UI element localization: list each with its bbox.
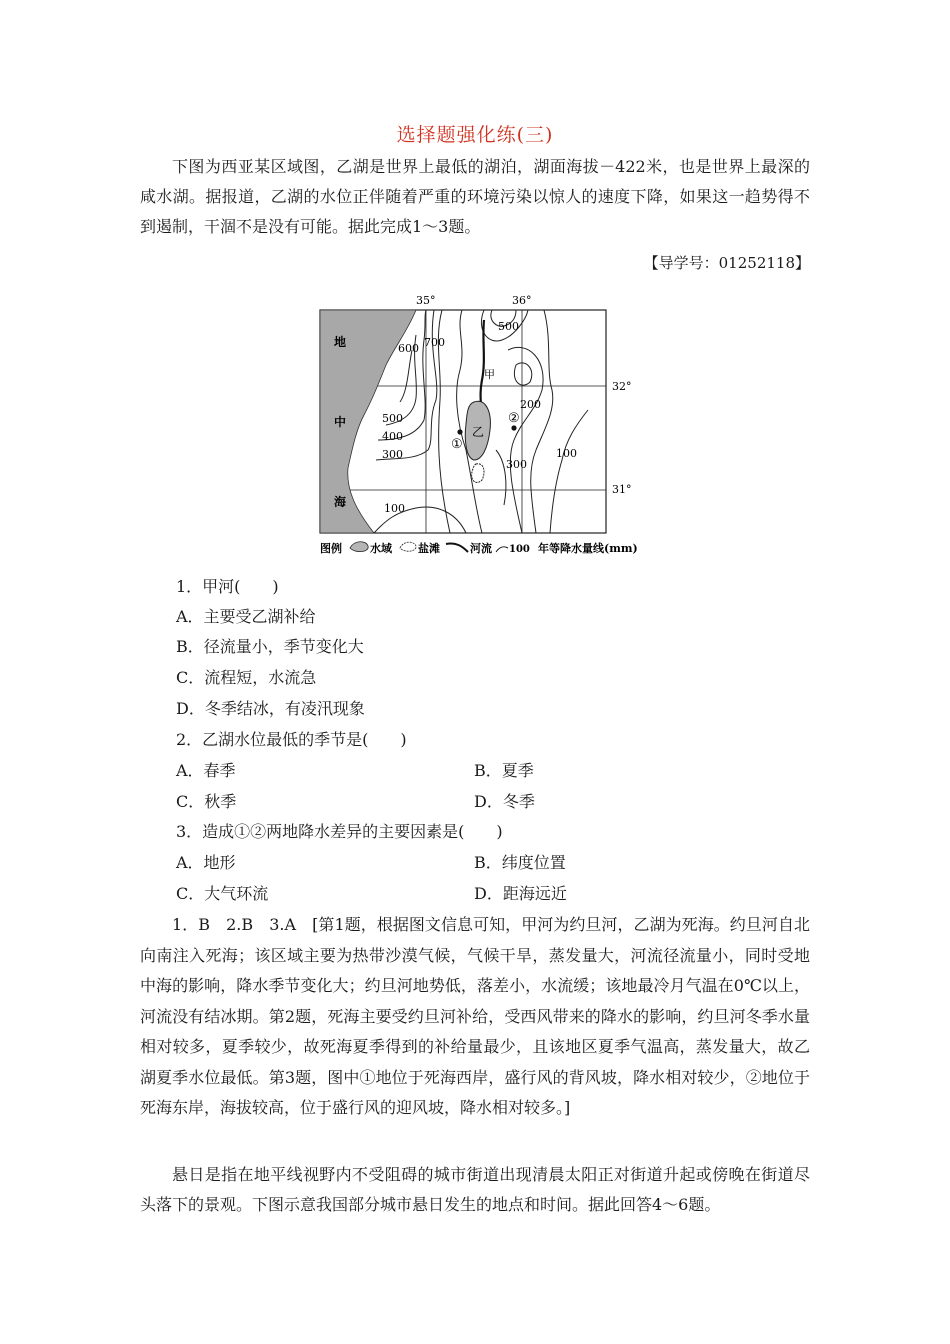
q2-option-a: A．春季 [176, 761, 236, 780]
contour-label: 500 [498, 320, 519, 333]
question-1-stem: 1．甲河( ) [176, 577, 279, 596]
contour-label: 100 [556, 447, 577, 460]
legend-river-label: 河流 [470, 542, 492, 555]
water-legend-icon [350, 542, 368, 552]
contour-label: 300 [382, 448, 403, 461]
river-legend-icon [446, 543, 468, 552]
q1-option-b: B．径流量小，季节变化大 [176, 637, 364, 656]
lat-31-label: 31° [612, 483, 632, 496]
point-1-label: ① [451, 437, 463, 452]
legend-title: 图例 [320, 542, 342, 555]
q2-option-b: B．夏季 [474, 761, 534, 780]
contour-label: 300 [506, 458, 527, 471]
sea-char-zhong: 中 [334, 415, 347, 429]
legend-salt-label: 盐滩 [418, 542, 440, 555]
lon-36-label: 36° [512, 294, 532, 307]
map-figure [316, 290, 666, 560]
legend-isohyet-label: 年等降水量线(mm) [538, 542, 638, 555]
q3-option-a: A．地形 [176, 853, 236, 872]
legend-isohyet-value: 100 [509, 544, 530, 555]
contour-label: 600 [398, 342, 419, 355]
q3-option-d: D．距海远近 [474, 884, 567, 903]
contour-label: 500 [382, 412, 403, 425]
answer-explanation: 1．B 2.B 3.A [第1题，根据图文信息可知，甲河为约旦河，乙湖为死海。约旦河自北向南注入死海；该区域主要为热带沙漠气候，气候干旱，蒸发量大，河流径流量小，同时受地中海的影响，降水季节变化大；约旦河地势低，落差小，水流缓；该地最冷月气温在0℃以上，河流没有结冰期。第2题，死海主要受约旦河补给，受西风带来的降水的影响，约旦河冬季水量相对较多，夏季较少，故死海夏季得到的补给量最少，且该地区夏季气温高，蒸发量大，故乙湖夏季水位最低。第3题，图中①地位于死海西岸，盛行风的背风坡，降水相对较少，②地位于死海东岸，海拔较高，位于盛行风的迎风坡，降水相对较多。] [140, 915, 810, 1117]
q2-option-d: D．冬季 [474, 792, 535, 811]
salt-legend-icon [400, 542, 416, 551]
point-2-label: ② [508, 411, 520, 426]
q1-option-d: D．冬季结冰，有凌汛现象 [176, 699, 365, 718]
legend-water-label: 水域 [370, 542, 392, 555]
river-jia-label: 甲 [484, 368, 495, 381]
question-2-stem: 2．乙湖水位最低的季节是( ) [176, 730, 407, 749]
lake-yi-label: 乙 [472, 425, 485, 439]
guide-number: 【导学号：01252118】 [643, 254, 810, 272]
q2-option-c: C．秋季 [176, 792, 237, 811]
q3-option-c: C．大气环流 [176, 884, 269, 903]
contour-label: 700 [424, 336, 445, 349]
lon-35-label: 35° [416, 294, 436, 307]
contour-label: 200 [520, 398, 541, 411]
contour-label: 100 [384, 502, 405, 515]
lat-32-label: 32° [612, 380, 632, 393]
contour-label: 400 [382, 430, 403, 443]
map-legend [320, 541, 638, 555]
q3-option-b: B．纬度位置 [474, 853, 566, 872]
salt-flat [472, 464, 484, 483]
q1-option-a: A．主要受乙湖补给 [176, 607, 316, 626]
isohyet-legend-icon [496, 547, 508, 552]
sea-char-hai: 海 [334, 495, 347, 509]
intro-paragraph-2: 悬日是指在地平线视野内不受阻碍的城市街道出现清晨太阳正对街道升起或傍晚在街道尽头落下的景观。下图示意我国部分城市悬日发生的地点和时间。据此回答4～6题。 [140, 1165, 810, 1214]
q1-option-c: C．流程短，水流急 [176, 668, 317, 687]
page-title: 选择题强化练(三) [396, 124, 554, 146]
intro-paragraph: 下图为西亚某区域图，乙湖是世界上最低的湖泊，湖面海拔－422米，也是世界上最深的咸水湖。据报道，乙湖的水位正伴随着严重的环境污染以惊人的速度下降，如果这一趋势得不到遏制，干涸不是没有可能。据此完成1～3题。 [140, 157, 810, 236]
sea-char-di: 地 [334, 335, 347, 349]
question-3-stem: 3．造成①②两地降水差异的主要因素是( ) [176, 822, 503, 841]
